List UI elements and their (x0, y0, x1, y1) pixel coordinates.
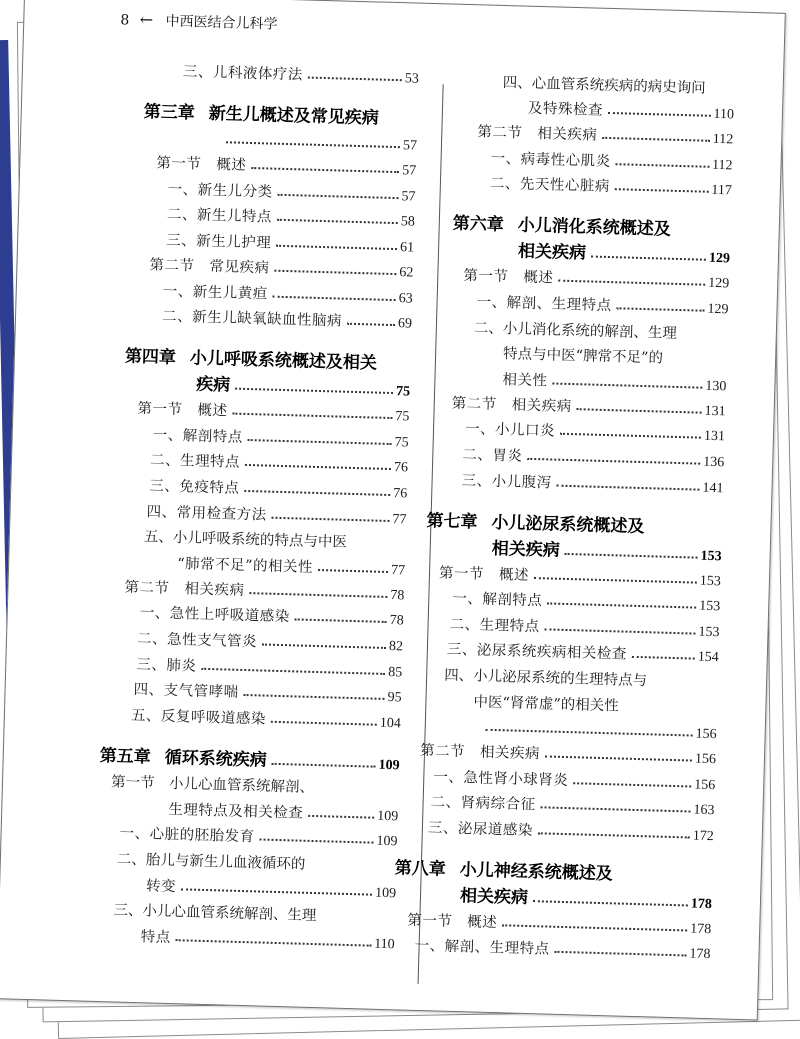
toc-item[interactable]: 二、新生儿缺氧缺血性脑病 69 (161, 308, 413, 332)
toc-item[interactable]: 二、生理特点 76 (149, 452, 409, 476)
section-entry[interactable]: 第二节 相关疾病 78 (124, 579, 405, 604)
chapter-heading[interactable]: 第七章 小儿泌尿系统概述及 (426, 510, 645, 537)
toc-item[interactable]: 三、儿科液体疗法 53 (182, 63, 420, 87)
section-entry[interactable]: 第一节 概述 75 (137, 401, 410, 425)
page-number: 8 (120, 12, 130, 29)
toc-item[interactable]: 二、胎儿与新生儿血液循环的 (116, 851, 306, 873)
toc-item[interactable]: 四、心血管系统疾病的病史询问 (502, 74, 706, 97)
toc-item[interactable]: 一、急性上呼吸道感染 78 (139, 605, 404, 629)
section-entry[interactable]: 第二节 相关疾病 112 (477, 124, 734, 148)
toc-item[interactable]: 二、肾病综合征 163 (430, 794, 715, 819)
toc-item[interactable]: 三、泌尿道感染 172 (427, 820, 714, 845)
toc-item-cont[interactable]: “肺常不足”的相关性 77 (176, 555, 406, 579)
toc-item[interactable]: 二、小儿消化系统的解剖、生理 (473, 319, 678, 342)
section-entry[interactable]: 第二节 相关疾病 131 (451, 395, 726, 420)
toc-item[interactable]: 一、解剖、生理特点 178 (414, 938, 711, 963)
section-entry[interactable]: 第一节 概述 129 (463, 268, 730, 292)
toc-item[interactable]: 一、解剖特点 75 (152, 427, 409, 451)
toc-item[interactable]: 一、心脏的胚胎发育 109 (119, 826, 398, 850)
toc-item[interactable]: 一、新生儿黄疸 63 (162, 283, 413, 307)
toc-item[interactable]: 一、解剖、生理特点 129 (476, 294, 729, 318)
toc-item-cont[interactable]: 特点与中医“脾常不足”的 (502, 346, 664, 367)
toc-item[interactable]: 四、常用检查方法 77 (146, 503, 407, 527)
toc-item[interactable]: 一、新生儿分类 57 (167, 181, 416, 205)
toc-item[interactable]: 三、小儿心血管系统解剖、生理 (113, 902, 317, 925)
chapter-heading[interactable]: 第八章 小儿神经系统概述及 (394, 858, 613, 885)
toc-item[interactable]: 三、小儿腹泻 141 (461, 472, 724, 496)
chapter-heading[interactable]: 第三章 新生儿概述及常见疾病 (143, 101, 379, 129)
toc-item[interactable]: 二、新生儿特点 58 (166, 207, 416, 230)
toc-item[interactable]: 三、免疫特点 76 (149, 478, 408, 502)
toc-column-right (394, 64, 735, 963)
chapter-heading-cont[interactable]: 相关疾病 178 (459, 885, 713, 913)
toc-leader: 156 (417, 709, 718, 743)
toc-item[interactable]: 一、解剖特点 153 (452, 590, 721, 615)
toc-column-left (95, 53, 420, 953)
section-entry[interactable]: 第二节 常见疾病 62 (149, 257, 414, 281)
section-entry[interactable]: 第二节 相关疾病 156 (419, 743, 717, 768)
toc-item[interactable]: 二、胃炎 136 (462, 446, 725, 471)
toc-item[interactable]: 三、肺炎 85 (136, 656, 403, 680)
toc-item[interactable]: 一、小儿口炎 131 (464, 421, 726, 445)
back-arrow-icon: ← (139, 9, 154, 30)
toc-item[interactable]: 二、先天性心脏病 117 (489, 176, 733, 199)
running-header (120, 9, 278, 33)
toc-item-cont[interactable]: 转变 109 (145, 878, 397, 901)
chapter-heading[interactable]: 第四章 小儿呼吸系统概述及相关 (124, 346, 378, 374)
section-entry[interactable]: 第一节 概述 153 (438, 564, 722, 589)
toc-item[interactable]: 二、急性支气管炎 82 (136, 630, 404, 655)
toc-item-cont[interactable]: 特点 110 (140, 929, 395, 953)
toc-item[interactable]: 四、支气管哮喘 95 (133, 682, 402, 706)
chapter-heading-cont[interactable]: 疾病 75 (195, 374, 411, 400)
section-entry[interactable]: 第一节 概述 57 (156, 155, 417, 179)
book-title: 中西医结合儿科学 (165, 13, 278, 33)
section-entry-cont[interactable]: 生理特点及相关检查 109 (168, 801, 399, 825)
toc-item[interactable]: 一、急性肾小球肾炎 156 (433, 769, 716, 793)
toc-item-cont[interactable]: 相关性 130 (502, 371, 727, 395)
chapter-heading[interactable]: 第五章 循环系统疾病 109 (99, 745, 400, 774)
chapter-heading-cont[interactable]: 相关疾病 153 (491, 538, 722, 564)
toc-item-cont[interactable]: 及特殊检查 110 (527, 100, 735, 123)
toc-item[interactable]: 五、反复呼吸道感染 104 (130, 707, 402, 732)
section-entry[interactable]: 第一节 小儿心血管系统解剖、 (110, 774, 315, 797)
section-entry[interactable]: 第一节 概述 178 (407, 912, 712, 938)
toc-item[interactable]: 三、泌尿系统疾病相关检查 154 (446, 641, 719, 666)
toc-item[interactable]: 二、生理特点 153 (449, 616, 720, 640)
chapter-heading[interactable]: 第六章 小儿消化系统概述及 (452, 214, 671, 241)
toc-item[interactable]: 四、小儿泌尿系统的生理特点与 (443, 667, 648, 690)
toc-item[interactable]: 三、新生儿护理 61 (165, 232, 415, 256)
toc-leader: 57 (117, 121, 418, 155)
toc-item[interactable]: 一、病毒性心肌炎 112 (490, 150, 733, 174)
toc-item-cont[interactable]: 中医“肾常虚”的相关性 (473, 693, 619, 714)
toc-item[interactable]: 五、小儿呼吸系统的特点与中医 (143, 529, 348, 551)
chapter-heading-cont[interactable]: 相关疾病 129 (517, 241, 731, 267)
